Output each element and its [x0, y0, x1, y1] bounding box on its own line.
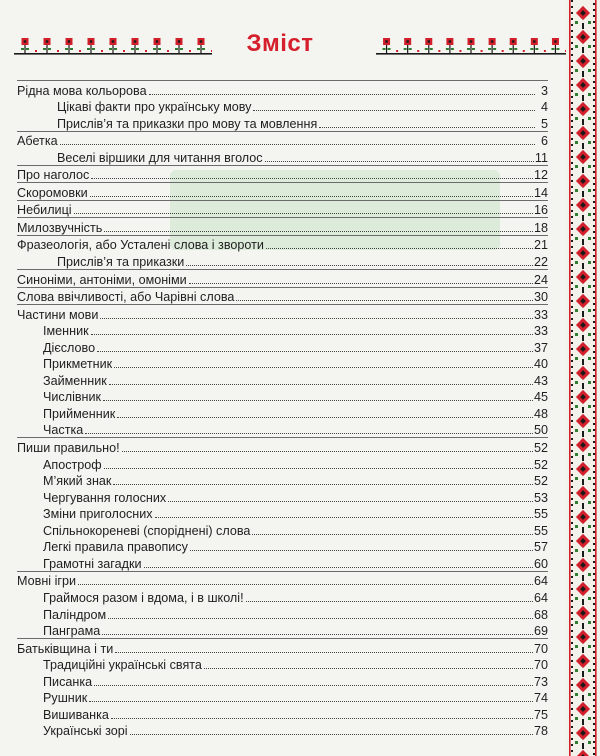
toc-entry — [17, 355, 548, 372]
toc-entry — [17, 287, 548, 305]
toc-entry — [17, 131, 548, 149]
dot-leader — [90, 196, 533, 197]
toc-entry-page: 60 — [533, 556, 548, 571]
toc-entry — [17, 338, 548, 355]
toc-entry-title: Граймося разом і вдома, і в школі! — [43, 590, 244, 605]
toc-entry-title: Іменник — [43, 324, 89, 339]
toc-entry — [17, 672, 548, 689]
toc-entry-title: Слова ввічливості, або Чарівні слова — [17, 290, 235, 305]
toc-entry-page: 37 — [533, 340, 548, 355]
toc-entry — [17, 98, 548, 115]
toc-entry — [17, 165, 548, 183]
toc-entry — [17, 488, 548, 505]
toc-entry — [17, 538, 548, 555]
dot-leader — [111, 718, 533, 719]
toc-entry-page: 4 — [540, 100, 548, 115]
toc-entry-title: Цікаві факти про українську мову — [57, 100, 252, 115]
dot-leader — [108, 618, 533, 619]
toc-entry-title: Паліндром — [43, 607, 107, 622]
toc-entry-page: 18 — [533, 220, 548, 235]
dot-leader — [204, 668, 533, 669]
toc-entry — [17, 554, 548, 571]
toc-entry — [17, 521, 548, 538]
toc-entry-page: 33 — [533, 307, 548, 322]
toc-entry-page: 73 — [533, 674, 548, 689]
dot-leader — [100, 318, 533, 319]
toc-entry-title: Рушник — [43, 691, 88, 706]
toc-entry-page: 53 — [533, 490, 548, 505]
toc-entry-page: 12 — [533, 168, 548, 183]
toc-entry-page: 52 — [533, 457, 548, 472]
dot-leader — [113, 484, 533, 485]
toc-entry-page: 16 — [533, 203, 548, 218]
toc-entry — [17, 114, 548, 131]
toc-entry-title: Милозвучність — [17, 220, 103, 235]
toc-entry — [17, 505, 548, 522]
toc-entry — [17, 605, 548, 622]
toc-entry-page: 64 — [533, 574, 548, 589]
toc-entry — [17, 80, 548, 98]
toc-entry-title: Писанка — [43, 674, 93, 689]
toc-entry-title: Спільнокореневі (споріднені) слова — [43, 523, 251, 538]
toc-entry-page: 55 — [533, 523, 548, 538]
dot-leader — [236, 300, 533, 301]
toc-entry — [17, 472, 548, 489]
toc-entry — [17, 455, 548, 472]
toc-entry-page: 78 — [533, 724, 548, 739]
toc-entry-page: 75 — [533, 707, 548, 722]
toc-entry-title: Традиційні українські свята — [43, 658, 202, 673]
toc-entry-title: Дієслово — [43, 340, 96, 355]
dot-leader — [186, 265, 533, 266]
toc-entry-title: Прислів’я та приказки — [57, 255, 185, 270]
dot-leader — [252, 534, 533, 535]
toc-entry-title: Рідна мова кольорова — [17, 83, 147, 98]
toc-entry-title: Веселі віршики для читання вголос — [57, 150, 263, 165]
toc-entry-title: Українські зорі — [43, 724, 128, 739]
toc-entry-page: 45 — [533, 390, 548, 405]
toc-entry-page: 21 — [533, 238, 548, 253]
toc-entry-title: Частка — [43, 423, 84, 438]
toc-entry — [17, 705, 548, 722]
dot-leader — [60, 144, 535, 145]
dot-leader — [122, 451, 533, 452]
toc-entry-page: 6 — [540, 134, 548, 149]
dot-leader — [103, 400, 533, 401]
toc-entry-title: Батьківщина і ти — [17, 641, 114, 656]
toc-entry-title: Абетка — [17, 134, 58, 149]
toc-entry — [17, 421, 548, 438]
dot-leader — [144, 567, 533, 568]
toc-entry-page: 50 — [533, 423, 548, 438]
toc-entry-title: Числівник — [43, 390, 102, 405]
toc-entry-page: 68 — [533, 607, 548, 622]
dot-leader — [149, 94, 535, 95]
toc-entry-page: 70 — [533, 641, 548, 656]
dot-leader — [91, 178, 533, 179]
toc-entry — [17, 269, 548, 287]
dot-leader — [130, 734, 533, 735]
dot-leader — [97, 351, 533, 352]
dot-leader — [74, 213, 533, 214]
dot-leader — [168, 501, 533, 502]
toc-entry — [17, 689, 548, 706]
toc-entry-title: Пиши правильно! — [17, 441, 120, 456]
toc-entry-page: 55 — [533, 507, 548, 522]
toc-entry-page: 64 — [533, 590, 548, 605]
toc-entry-title: Скоромовки — [17, 185, 88, 200]
toc-entry-title: Фразеологія, або Усталені слова і звороти — [17, 238, 264, 253]
dot-leader — [265, 161, 534, 162]
toc-entry-page: 5 — [540, 116, 548, 131]
toc-entry-page: 30 — [533, 290, 548, 305]
embroidery-side-border — [566, 0, 600, 756]
dot-leader — [102, 634, 533, 635]
toc-entry — [17, 388, 548, 405]
toc-entry — [17, 252, 548, 269]
toc-entry — [17, 404, 548, 421]
page-title: Зміст — [246, 30, 314, 57]
toc-entry — [17, 722, 548, 739]
toc-entry-page: 52 — [533, 441, 548, 456]
dot-leader — [115, 652, 533, 653]
dot-leader — [91, 334, 533, 335]
toc-entry-page: 69 — [533, 624, 548, 639]
dot-leader — [109, 384, 533, 385]
toc-entry — [17, 322, 548, 339]
dot-leader — [190, 550, 533, 551]
toc-entry-title: Займенник — [43, 373, 107, 388]
toc-entry — [17, 437, 548, 455]
dot-leader — [85, 433, 533, 434]
dot-leader — [89, 701, 533, 702]
dot-leader — [94, 685, 533, 686]
toc-entry-page: 70 — [533, 658, 548, 673]
toc-entry-title: Прислів’я та приказки про мову та мовлення — [57, 116, 318, 131]
toc-entry-page: 3 — [540, 83, 548, 98]
page-header — [0, 30, 560, 64]
dot-leader — [155, 517, 533, 518]
toc-entry-title: Прийменник — [43, 406, 116, 421]
toc-entry — [17, 371, 548, 388]
dot-leader — [78, 584, 533, 585]
toc-entry-page: 57 — [533, 540, 548, 555]
dot-leader — [104, 468, 533, 469]
toc-entry — [17, 182, 548, 200]
dot-leader — [114, 367, 533, 368]
toc-entry-title: Мовні ігри — [17, 574, 77, 589]
toc-entry-page: 11 — [534, 150, 548, 165]
toc-entry-title: Про наголос — [17, 168, 90, 183]
toc-entry-title: Синоніми, антоніми, омоніми — [17, 272, 187, 287]
toc-entry-title: Частини мови — [17, 307, 99, 322]
toc-entry — [17, 622, 548, 639]
toc-entry — [17, 217, 548, 235]
dot-leader — [253, 110, 535, 111]
embroidery-ornament-right — [376, 36, 566, 58]
toc-entry — [17, 235, 548, 253]
toc-entry — [17, 304, 548, 322]
toc-entry-page: 22 — [533, 255, 548, 270]
dot-leader — [246, 601, 533, 602]
toc-entry — [17, 200, 548, 218]
table-of-contents — [17, 80, 548, 738]
toc-entry-page: 52 — [533, 474, 548, 489]
toc-entry — [17, 656, 548, 673]
toc-entry-page: 40 — [533, 357, 548, 372]
toc-entry-page: 74 — [533, 691, 548, 706]
toc-entry-title: Вишиванка — [43, 707, 109, 722]
dot-leader — [266, 248, 533, 249]
toc-entry-title: Небилиці — [17, 203, 72, 218]
dot-leader — [189, 283, 533, 284]
toc-entry — [17, 588, 548, 605]
toc-entry — [17, 638, 548, 656]
dot-leader — [117, 417, 533, 418]
dot-leader — [319, 127, 535, 128]
toc-entry-title: Зміни приголосних — [43, 507, 153, 522]
toc-entry-title: М’який знак — [43, 474, 112, 489]
toc-entry-title: Панграма — [43, 624, 101, 639]
toc-entry-page: 14 — [533, 185, 548, 200]
toc-entry-title: Грамотні загадки — [43, 556, 142, 571]
toc-entry — [17, 148, 548, 165]
toc-entry-title: Легкі правила правопису — [43, 540, 188, 555]
toc-entry — [17, 571, 548, 589]
toc-entry-page: 43 — [533, 373, 548, 388]
toc-entry-page: 33 — [533, 324, 548, 339]
toc-entry-title: Чергування голосних — [43, 490, 167, 505]
toc-entry-page: 48 — [533, 406, 548, 421]
toc-entry-title: Прикметник — [43, 357, 113, 372]
toc-entry-title: Апостроф — [43, 457, 102, 472]
toc-entry-page: 24 — [533, 272, 548, 287]
dot-leader — [104, 231, 533, 232]
